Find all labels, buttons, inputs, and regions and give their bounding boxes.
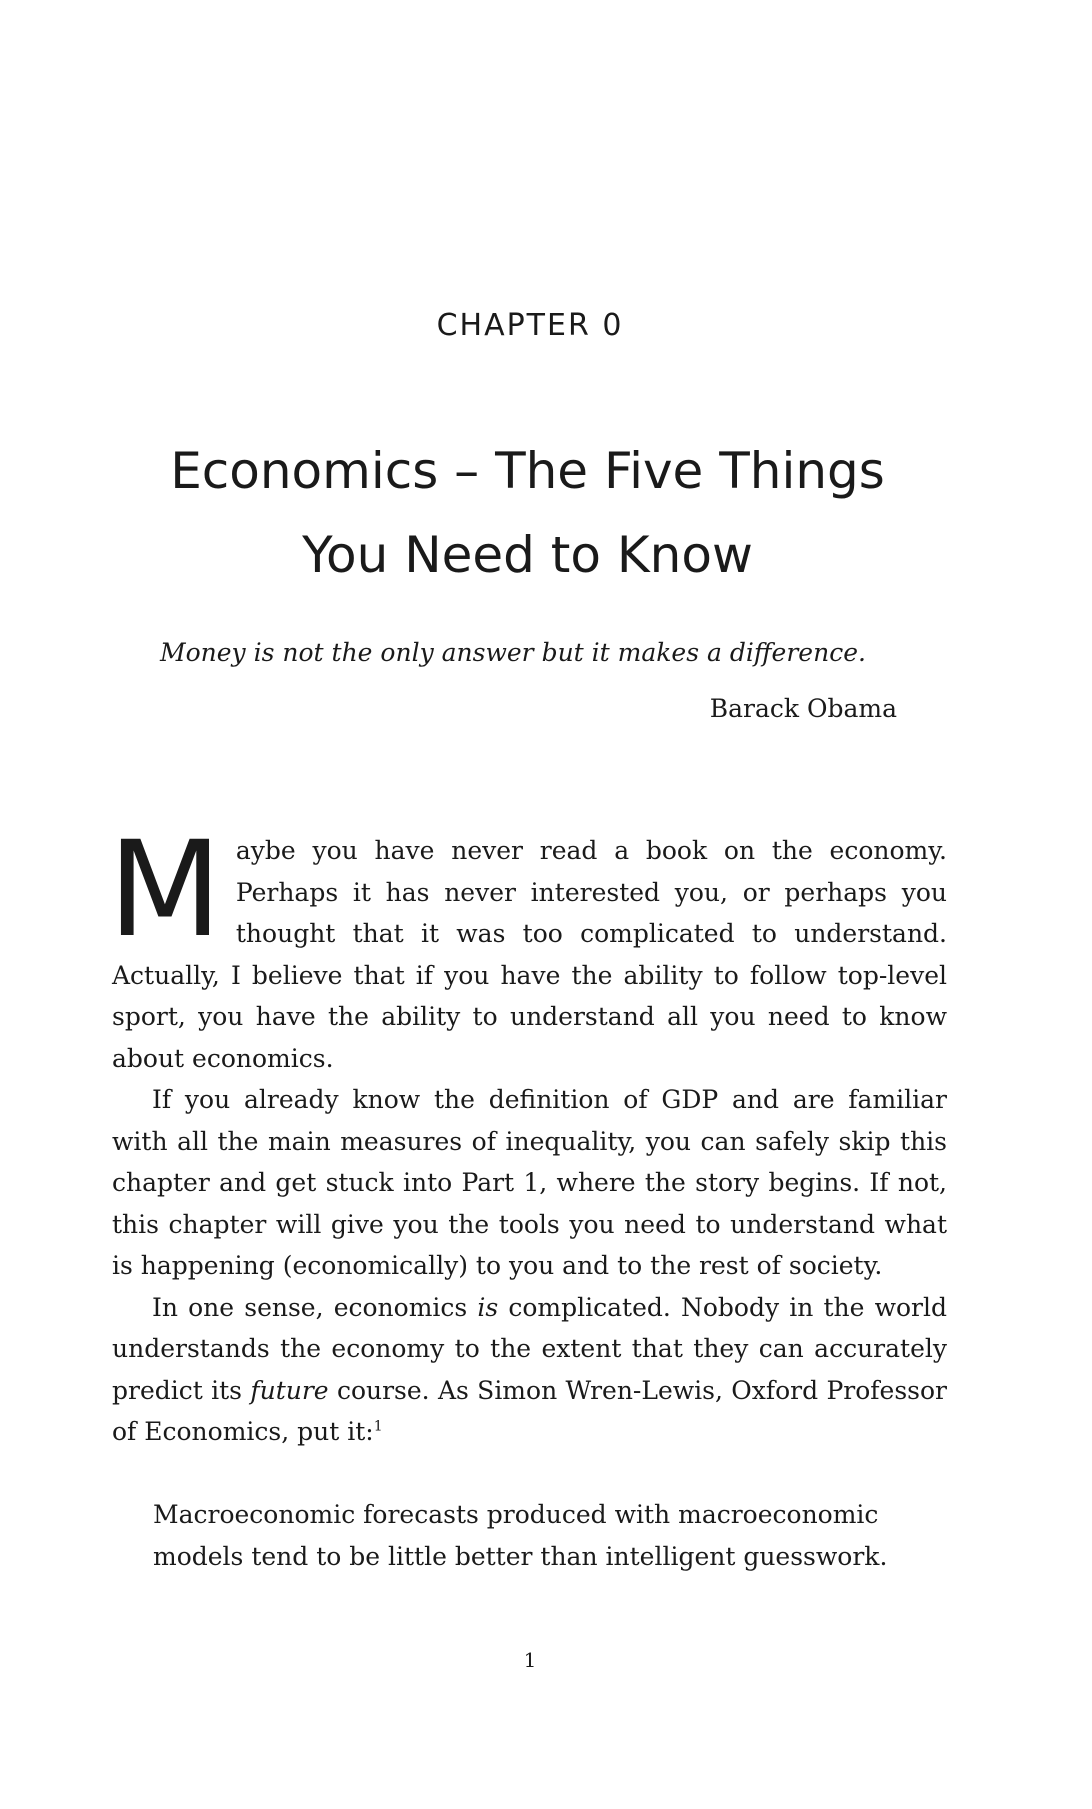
chapter-title [120,429,935,597]
block-quote-text: Macroeconomic forecasts produced with macroeconomic models tend to be little better than intelligent guesswork. [153,1500,888,1571]
chapter-title-line-2: You Need to Know [302,525,753,584]
emphasis-is: is [477,1292,499,1322]
page-number: 1 [523,1648,537,1672]
epigraph-attribution: Barack Obama [709,694,897,723]
epigraph-quote: Money is not the only answer but it makes a difference. [160,638,866,667]
block-quote [153,1494,913,1578]
body-text [108,813,948,1453]
chapter-label: CHAPTER 0 [436,308,624,343]
paragraph-1-text: aybe you have never read a book on the economy. Perhaps it has never interested you, or perhaps you thought that it was too complicated to understand. Actually, I believe that if you have the ability to follow top-level sport, you have the ability to understand all you need to know about economics. [112,836,947,1073]
paragraph-3-part-a: In one sense, economics [152,1292,478,1322]
chapter-title-line-1: Economics – The Five Things [170,441,885,500]
paragraph-3 [112,1287,947,1453]
paragraph-1 [108,813,947,1079]
paragraph-3-part-b: complicated. Nobody in the world understands the economy to the extent that they can accurately predict its [112,1292,948,1405]
emphasis-future: future [250,1375,329,1405]
paragraph-2: If you already know the definition of GDP and are familiar with all the main measures of inequality, you can safely skip this chapter and get stuck into Part 1, where the story begins. If not, this chapter will give you the tools you need to understand what is happening (economically) to you and to the rest of society. [112,1085,947,1280]
footnote-marker: 1 [373,1418,383,1435]
paragraph-3-part-c: course. As Simon Wren-Lewis, Oxford Professor of Economics, put it: [112,1375,948,1446]
drop-cap: M [108,813,222,967]
